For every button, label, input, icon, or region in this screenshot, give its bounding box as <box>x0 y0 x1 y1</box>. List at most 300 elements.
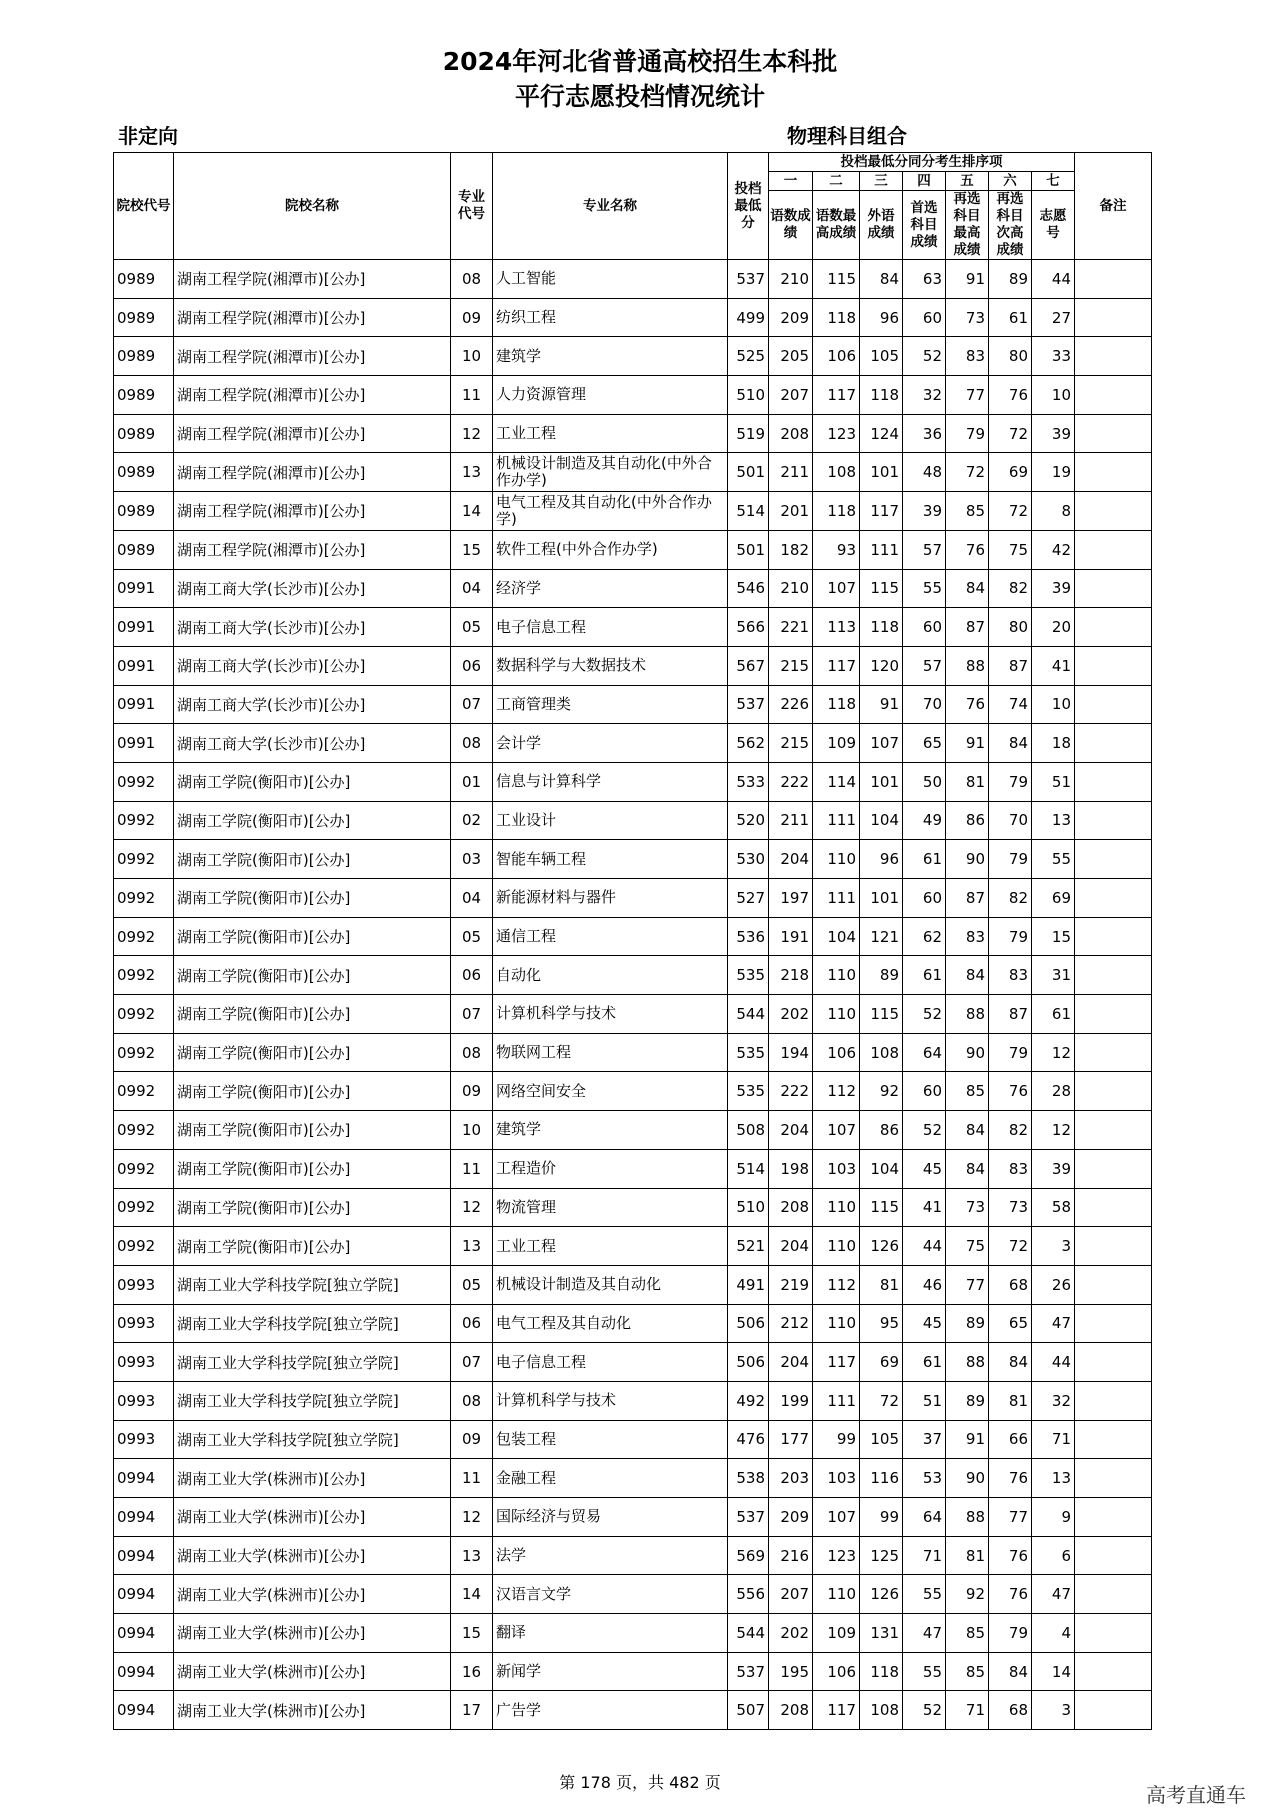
school-code-cell: 0992 <box>114 995 174 1034</box>
tie-3-cell: 69 <box>860 1343 903 1382</box>
min-score-cell: 506 <box>728 1304 769 1343</box>
tie-1-cell: 201 <box>769 492 813 531</box>
tie-7-cell: 47 <box>1032 1575 1075 1614</box>
major-name-cell: 物流管理 <box>493 1188 728 1227</box>
school-name-cell: 湖南工程学院(湘潭市)[公办] <box>174 376 451 415</box>
min-score-cell: 491 <box>728 1265 769 1304</box>
tie-2-cell: 118 <box>813 298 860 337</box>
tie-5-cell: 91 <box>946 260 989 299</box>
tie-3-cell: 108 <box>860 1033 903 1072</box>
major-name-cell: 纺织工程 <box>493 298 728 337</box>
tie-3-cell: 121 <box>860 917 903 956</box>
tie-3-cell: 118 <box>860 1652 903 1691</box>
school-code-cell: 0993 <box>114 1420 174 1459</box>
major-name-cell: 机械设计制造及其自动化(中外合作办学) <box>493 453 728 492</box>
tie-7-cell: 41 <box>1032 646 1075 685</box>
min-score-cell: 510 <box>728 376 769 415</box>
tie-3-cell: 118 <box>860 608 903 647</box>
table-row <box>114 1536 1152 1575</box>
table-row <box>114 646 1152 685</box>
major-code-cell: 05 <box>451 608 493 647</box>
header-tie-label: 首选科目成绩 <box>903 191 946 260</box>
school-code-cell: 0989 <box>114 376 174 415</box>
major-name-cell: 网络空间安全 <box>493 1072 728 1111</box>
remark-cell <box>1075 298 1152 337</box>
tie-4-cell: 61 <box>903 956 946 995</box>
table-row <box>114 1227 1152 1266</box>
tie-1-cell: 209 <box>769 1498 813 1537</box>
tie-7-cell: 55 <box>1032 840 1075 879</box>
page-title-line2: 平行志愿投档情况统计 <box>514 82 765 111</box>
major-name-cell: 国际经济与贸易 <box>493 1498 728 1537</box>
tie-3-cell: 104 <box>860 1149 903 1188</box>
tie-2-cell: 110 <box>813 840 860 879</box>
major-name-cell: 汉语言文学 <box>493 1575 728 1614</box>
tie-5-cell: 84 <box>946 1111 989 1150</box>
tie-3-cell: 104 <box>860 801 903 840</box>
tie-7-cell: 3 <box>1032 1227 1075 1266</box>
school-code-cell: 0993 <box>114 1343 174 1382</box>
tie-3-cell: 105 <box>860 1420 903 1459</box>
tie-1-cell: 199 <box>769 1381 813 1420</box>
school-name-cell: 湖南工程学院(湘潭市)[公办] <box>174 337 451 376</box>
table-row <box>114 917 1152 956</box>
tie-1-cell: 177 <box>769 1420 813 1459</box>
tie-4-cell: 49 <box>903 801 946 840</box>
tie-3-cell: 101 <box>860 453 903 492</box>
tie-2-cell: 117 <box>813 1691 860 1730</box>
min-score-cell: 476 <box>728 1420 769 1459</box>
tie-7-cell: 39 <box>1032 414 1075 453</box>
tie-5-cell: 77 <box>946 376 989 415</box>
school-code-cell: 0992 <box>114 1072 174 1111</box>
school-name-cell: 湖南工学院(衡阳市)[公办] <box>174 879 451 918</box>
tie-4-cell: 64 <box>903 1498 946 1537</box>
major-code-cell: 14 <box>451 1575 493 1614</box>
tie-2-cell: 117 <box>813 646 860 685</box>
remark-cell <box>1075 376 1152 415</box>
tie-5-cell: 79 <box>946 414 989 453</box>
tie-7-cell: 8 <box>1032 492 1075 531</box>
tie-5-cell: 85 <box>946 1072 989 1111</box>
table-row <box>114 956 1152 995</box>
tie-3-cell: 131 <box>860 1614 903 1653</box>
tie-1-cell: 198 <box>769 1149 813 1188</box>
school-name-cell: 湖南工程学院(湘潭市)[公办] <box>174 453 451 492</box>
tie-3-cell: 84 <box>860 260 903 299</box>
tie-5-cell: 72 <box>946 453 989 492</box>
major-name-cell: 通信工程 <box>493 917 728 956</box>
school-name-cell: 湖南工业大学科技学院[独立学院] <box>174 1420 451 1459</box>
tie-4-cell: 45 <box>903 1149 946 1188</box>
school-name-cell: 湖南工学院(衡阳市)[公办] <box>174 956 451 995</box>
major-code-cell: 15 <box>451 530 493 569</box>
tie-1-cell: 194 <box>769 1033 813 1072</box>
tie-4-cell: 55 <box>903 1575 946 1614</box>
min-score-cell: 499 <box>728 298 769 337</box>
min-score-cell: 527 <box>728 879 769 918</box>
school-name-cell: 湖南工商大学(长沙市)[公办] <box>174 685 451 724</box>
tie-2-cell: 103 <box>813 1459 860 1498</box>
tie-4-cell: 52 <box>903 1111 946 1150</box>
header-tie-label: 外语成绩 <box>860 191 903 260</box>
tie-3-cell: 81 <box>860 1265 903 1304</box>
major-name-cell: 工商管理类 <box>493 685 728 724</box>
school-code-cell: 0992 <box>114 840 174 879</box>
remark-cell <box>1075 530 1152 569</box>
school-name-cell: 湖南工商大学(长沙市)[公办] <box>174 646 451 685</box>
header-tie-numeral: 一 <box>769 172 813 191</box>
major-name-cell: 工业设计 <box>493 801 728 840</box>
table-row <box>114 1381 1152 1420</box>
major-code-cell: 11 <box>451 1149 493 1188</box>
major-name-cell: 人工智能 <box>493 260 728 299</box>
remark-cell <box>1075 1459 1152 1498</box>
major-code-cell: 05 <box>451 917 493 956</box>
school-name-cell: 湖南工程学院(湘潭市)[公办] <box>174 260 451 299</box>
tie-6-cell: 82 <box>989 879 1032 918</box>
tie-7-cell: 20 <box>1032 608 1075 647</box>
tie-1-cell: 208 <box>769 1188 813 1227</box>
major-name-cell: 智能车辆工程 <box>493 840 728 879</box>
major-name-cell: 建筑学 <box>493 1111 728 1150</box>
major-name-cell: 会计学 <box>493 724 728 763</box>
tie-7-cell: 12 <box>1032 1033 1075 1072</box>
tie-7-cell: 3 <box>1032 1691 1075 1730</box>
tie-4-cell: 41 <box>903 1188 946 1227</box>
tie-4-cell: 60 <box>903 608 946 647</box>
tie-7-cell: 14 <box>1032 1652 1075 1691</box>
tie-3-cell: 116 <box>860 1459 903 1498</box>
header-tie-numeral: 五 <box>946 172 989 191</box>
tie-6-cell: 89 <box>989 260 1032 299</box>
tie-4-cell: 44 <box>903 1227 946 1266</box>
tie-3-cell: 115 <box>860 569 903 608</box>
school-name-cell: 湖南工程学院(湘潭市)[公办] <box>174 298 451 337</box>
major-name-cell: 自动化 <box>493 956 728 995</box>
tie-1-cell: 204 <box>769 1227 813 1266</box>
tie-2-cell: 108 <box>813 453 860 492</box>
tie-7-cell: 9 <box>1032 1498 1075 1537</box>
tie-4-cell: 45 <box>903 1304 946 1343</box>
tie-1-cell: 202 <box>769 1614 813 1653</box>
school-code-cell: 0989 <box>114 453 174 492</box>
school-name-cell: 湖南工商大学(长沙市)[公办] <box>174 569 451 608</box>
tie-5-cell: 92 <box>946 1575 989 1614</box>
tie-5-cell: 90 <box>946 1459 989 1498</box>
tie-5-cell: 90 <box>946 840 989 879</box>
tie-6-cell: 82 <box>989 1111 1032 1150</box>
tie-5-cell: 85 <box>946 492 989 531</box>
min-score-cell: 530 <box>728 840 769 879</box>
tie-6-cell: 79 <box>989 1614 1032 1653</box>
tie-1-cell: 208 <box>769 414 813 453</box>
major-name-cell: 电气工程及其自动化(中外合作办学) <box>493 492 728 531</box>
table-row <box>114 298 1152 337</box>
tie-5-cell: 83 <box>946 917 989 956</box>
page-title-line1: 2024年河北省普通高校招生本科批 <box>442 47 838 76</box>
tie-7-cell: 32 <box>1032 1381 1075 1420</box>
tie-1-cell: 191 <box>769 917 813 956</box>
tie-2-cell: 111 <box>813 879 860 918</box>
school-name-cell: 湖南工业大学(株洲市)[公办] <box>174 1614 451 1653</box>
major-code-cell: 08 <box>451 260 493 299</box>
major-code-cell: 07 <box>451 995 493 1034</box>
tie-6-cell: 73 <box>989 1188 1032 1227</box>
tie-3-cell: 115 <box>860 995 903 1034</box>
tie-7-cell: 33 <box>1032 337 1075 376</box>
school-name-cell: 湖南工业大学(株洲市)[公办] <box>174 1498 451 1537</box>
remark-cell <box>1075 685 1152 724</box>
tie-2-cell: 110 <box>813 995 860 1034</box>
tie-4-cell: 32 <box>903 376 946 415</box>
tie-5-cell: 89 <box>946 1381 989 1420</box>
remark-cell <box>1075 337 1152 376</box>
min-score-cell: 535 <box>728 1072 769 1111</box>
table-row <box>114 1459 1152 1498</box>
tie-3-cell: 95 <box>860 1304 903 1343</box>
major-code-cell: 10 <box>451 337 493 376</box>
tie-3-cell: 108 <box>860 1691 903 1730</box>
tie-6-cell: 84 <box>989 1652 1032 1691</box>
tie-2-cell: 109 <box>813 724 860 763</box>
tie-6-cell: 61 <box>989 298 1032 337</box>
category-left-label: 非定向 <box>118 124 178 148</box>
tie-4-cell: 60 <box>903 298 946 337</box>
tie-7-cell: 39 <box>1032 569 1075 608</box>
tie-2-cell: 111 <box>813 801 860 840</box>
major-code-cell: 01 <box>451 762 493 801</box>
min-score-cell: 544 <box>728 1614 769 1653</box>
major-name-cell: 广告学 <box>493 1691 728 1730</box>
major-code-cell: 15 <box>451 1614 493 1653</box>
tie-1-cell: 222 <box>769 762 813 801</box>
tie-7-cell: 31 <box>1032 956 1075 995</box>
tie-7-cell: 13 <box>1032 1459 1075 1498</box>
tie-1-cell: 197 <box>769 879 813 918</box>
tie-2-cell: 93 <box>813 530 860 569</box>
school-name-cell: 湖南工商大学(长沙市)[公办] <box>174 608 451 647</box>
school-name-cell: 湖南工业大学(株洲市)[公办] <box>174 1536 451 1575</box>
tie-7-cell: 15 <box>1032 917 1075 956</box>
tie-1-cell: 182 <box>769 530 813 569</box>
major-name-cell: 法学 <box>493 1536 728 1575</box>
table-row <box>114 1652 1152 1691</box>
school-name-cell: 湖南工程学院(湘潭市)[公办] <box>174 492 451 531</box>
tie-1-cell: 211 <box>769 453 813 492</box>
min-score-cell: 537 <box>728 1652 769 1691</box>
min-score-cell: 536 <box>728 917 769 956</box>
min-score-cell: 562 <box>728 724 769 763</box>
tie-4-cell: 63 <box>903 260 946 299</box>
tie-7-cell: 13 <box>1032 801 1075 840</box>
remark-cell <box>1075 260 1152 299</box>
school-code-cell: 0992 <box>114 762 174 801</box>
remark-cell <box>1075 840 1152 879</box>
table-row <box>114 685 1152 724</box>
remark-cell <box>1075 569 1152 608</box>
tie-1-cell: 218 <box>769 956 813 995</box>
header-school-code: 院校代号 <box>114 153 174 260</box>
major-code-cell: 13 <box>451 1536 493 1575</box>
tie-3-cell: 124 <box>860 414 903 453</box>
min-score-cell: 556 <box>728 1575 769 1614</box>
remark-cell <box>1075 917 1152 956</box>
tie-5-cell: 91 <box>946 1420 989 1459</box>
major-name-cell: 数据科学与大数据技术 <box>493 646 728 685</box>
tie-5-cell: 73 <box>946 1188 989 1227</box>
school-name-cell: 湖南工学院(衡阳市)[公办] <box>174 762 451 801</box>
school-code-cell: 0992 <box>114 801 174 840</box>
school-code-cell: 0989 <box>114 337 174 376</box>
header-tie-label: 再选科目最高成绩 <box>946 191 989 260</box>
tie-3-cell: 96 <box>860 840 903 879</box>
tie-2-cell: 107 <box>813 1498 860 1537</box>
header-tie-label: 语数成绩 <box>769 191 813 260</box>
header-remark: 备注 <box>1075 153 1152 260</box>
tie-4-cell: 52 <box>903 337 946 376</box>
tie-6-cell: 70 <box>989 801 1032 840</box>
min-score-cell: 567 <box>728 646 769 685</box>
tie-7-cell: 10 <box>1032 376 1075 415</box>
school-name-cell: 湖南工学院(衡阳市)[公办] <box>174 801 451 840</box>
page-number: 第 178 页，共 482 页 <box>559 1773 721 1792</box>
min-score-cell: 537 <box>728 685 769 724</box>
school-name-cell: 湖南工学院(衡阳市)[公办] <box>174 917 451 956</box>
tie-3-cell: 86 <box>860 1111 903 1150</box>
tie-6-cell: 72 <box>989 1227 1032 1266</box>
tie-1-cell: 203 <box>769 1459 813 1498</box>
table-row <box>114 260 1152 299</box>
tie-2-cell: 123 <box>813 1536 860 1575</box>
tie-3-cell: 117 <box>860 492 903 531</box>
tie-4-cell: 60 <box>903 1072 946 1111</box>
tie-1-cell: 221 <box>769 608 813 647</box>
school-code-cell: 0992 <box>114 1033 174 1072</box>
tie-7-cell: 44 <box>1032 260 1075 299</box>
tie-5-cell: 88 <box>946 1498 989 1537</box>
remark-cell <box>1075 414 1152 453</box>
tie-4-cell: 36 <box>903 414 946 453</box>
tie-4-cell: 60 <box>903 879 946 918</box>
remark-cell <box>1075 1343 1152 1382</box>
remark-cell <box>1075 1188 1152 1227</box>
tie-5-cell: 84 <box>946 569 989 608</box>
tie-2-cell: 123 <box>813 414 860 453</box>
remark-cell <box>1075 1265 1152 1304</box>
tie-2-cell: 111 <box>813 1381 860 1420</box>
school-name-cell: 湖南工业大学(株洲市)[公办] <box>174 1652 451 1691</box>
tie-6-cell: 79 <box>989 840 1032 879</box>
admission-table <box>113 152 1152 1730</box>
tie-3-cell: 96 <box>860 298 903 337</box>
tie-2-cell: 118 <box>813 685 860 724</box>
remark-cell <box>1075 1072 1152 1111</box>
tie-6-cell: 68 <box>989 1265 1032 1304</box>
school-code-cell: 0989 <box>114 298 174 337</box>
school-name-cell: 湖南工业大学(株洲市)[公办] <box>174 1575 451 1614</box>
min-score-cell: 525 <box>728 337 769 376</box>
major-name-cell: 建筑学 <box>493 337 728 376</box>
tie-4-cell: 53 <box>903 1459 946 1498</box>
remark-cell <box>1075 1227 1152 1266</box>
min-score-cell: 546 <box>728 569 769 608</box>
table-row <box>114 569 1152 608</box>
tie-6-cell: 79 <box>989 762 1032 801</box>
school-code-cell: 0991 <box>114 569 174 608</box>
school-code-cell: 0993 <box>114 1381 174 1420</box>
major-code-cell: 11 <box>451 376 493 415</box>
major-name-cell: 包装工程 <box>493 1420 728 1459</box>
header-tie-numeral: 二 <box>813 172 860 191</box>
tie-2-cell: 107 <box>813 569 860 608</box>
remark-cell <box>1075 1536 1152 1575</box>
tie-6-cell: 76 <box>989 1575 1032 1614</box>
tie-2-cell: 107 <box>813 1111 860 1150</box>
school-code-cell: 0994 <box>114 1459 174 1498</box>
tie-2-cell: 117 <box>813 1343 860 1382</box>
school-code-cell: 0992 <box>114 1111 174 1150</box>
tie-3-cell: 72 <box>860 1381 903 1420</box>
major-code-cell: 14 <box>451 492 493 531</box>
tie-2-cell: 112 <box>813 1072 860 1111</box>
tie-3-cell: 107 <box>860 724 903 763</box>
min-score-cell: 538 <box>728 1459 769 1498</box>
school-code-cell: 0994 <box>114 1536 174 1575</box>
remark-cell <box>1075 1420 1152 1459</box>
tie-5-cell: 76 <box>946 685 989 724</box>
tie-4-cell: 62 <box>903 917 946 956</box>
tie-1-cell: 215 <box>769 724 813 763</box>
school-name-cell: 湖南工业大学(株洲市)[公办] <box>174 1459 451 1498</box>
tie-4-cell: 50 <box>903 762 946 801</box>
min-score-cell: 492 <box>728 1381 769 1420</box>
remark-cell <box>1075 762 1152 801</box>
school-name-cell: 湖南工学院(衡阳市)[公办] <box>174 1033 451 1072</box>
tie-5-cell: 77 <box>946 1265 989 1304</box>
tie-2-cell: 106 <box>813 337 860 376</box>
tie-3-cell: 89 <box>860 956 903 995</box>
tie-2-cell: 106 <box>813 1033 860 1072</box>
tie-5-cell: 89 <box>946 1304 989 1343</box>
school-name-cell: 湖南工学院(衡阳市)[公办] <box>174 1072 451 1111</box>
header-tie-numeral: 六 <box>989 172 1032 191</box>
tie-6-cell: 75 <box>989 530 1032 569</box>
school-code-cell: 0994 <box>114 1498 174 1537</box>
tie-7-cell: 58 <box>1032 1188 1075 1227</box>
table-row <box>114 1343 1152 1382</box>
major-name-cell: 计算机科学与技术 <box>493 995 728 1034</box>
tie-7-cell: 28 <box>1032 1072 1075 1111</box>
tie-6-cell: 84 <box>989 1343 1032 1382</box>
tie-4-cell: 48 <box>903 453 946 492</box>
remark-cell <box>1075 1111 1152 1150</box>
major-code-cell: 08 <box>451 1033 493 1072</box>
header-tie-label: 再选科目次高成绩 <box>989 191 1032 260</box>
tie-1-cell: 207 <box>769 376 813 415</box>
tie-3-cell: 125 <box>860 1536 903 1575</box>
school-code-cell: 0989 <box>114 414 174 453</box>
tie-1-cell: 215 <box>769 646 813 685</box>
header-tie-numeral: 三 <box>860 172 903 191</box>
major-code-cell: 08 <box>451 724 493 763</box>
major-name-cell: 经济学 <box>493 569 728 608</box>
remark-cell <box>1075 1652 1152 1691</box>
table-row <box>114 414 1152 453</box>
tie-5-cell: 86 <box>946 801 989 840</box>
tie-2-cell: 110 <box>813 1575 860 1614</box>
tie-3-cell: 91 <box>860 685 903 724</box>
